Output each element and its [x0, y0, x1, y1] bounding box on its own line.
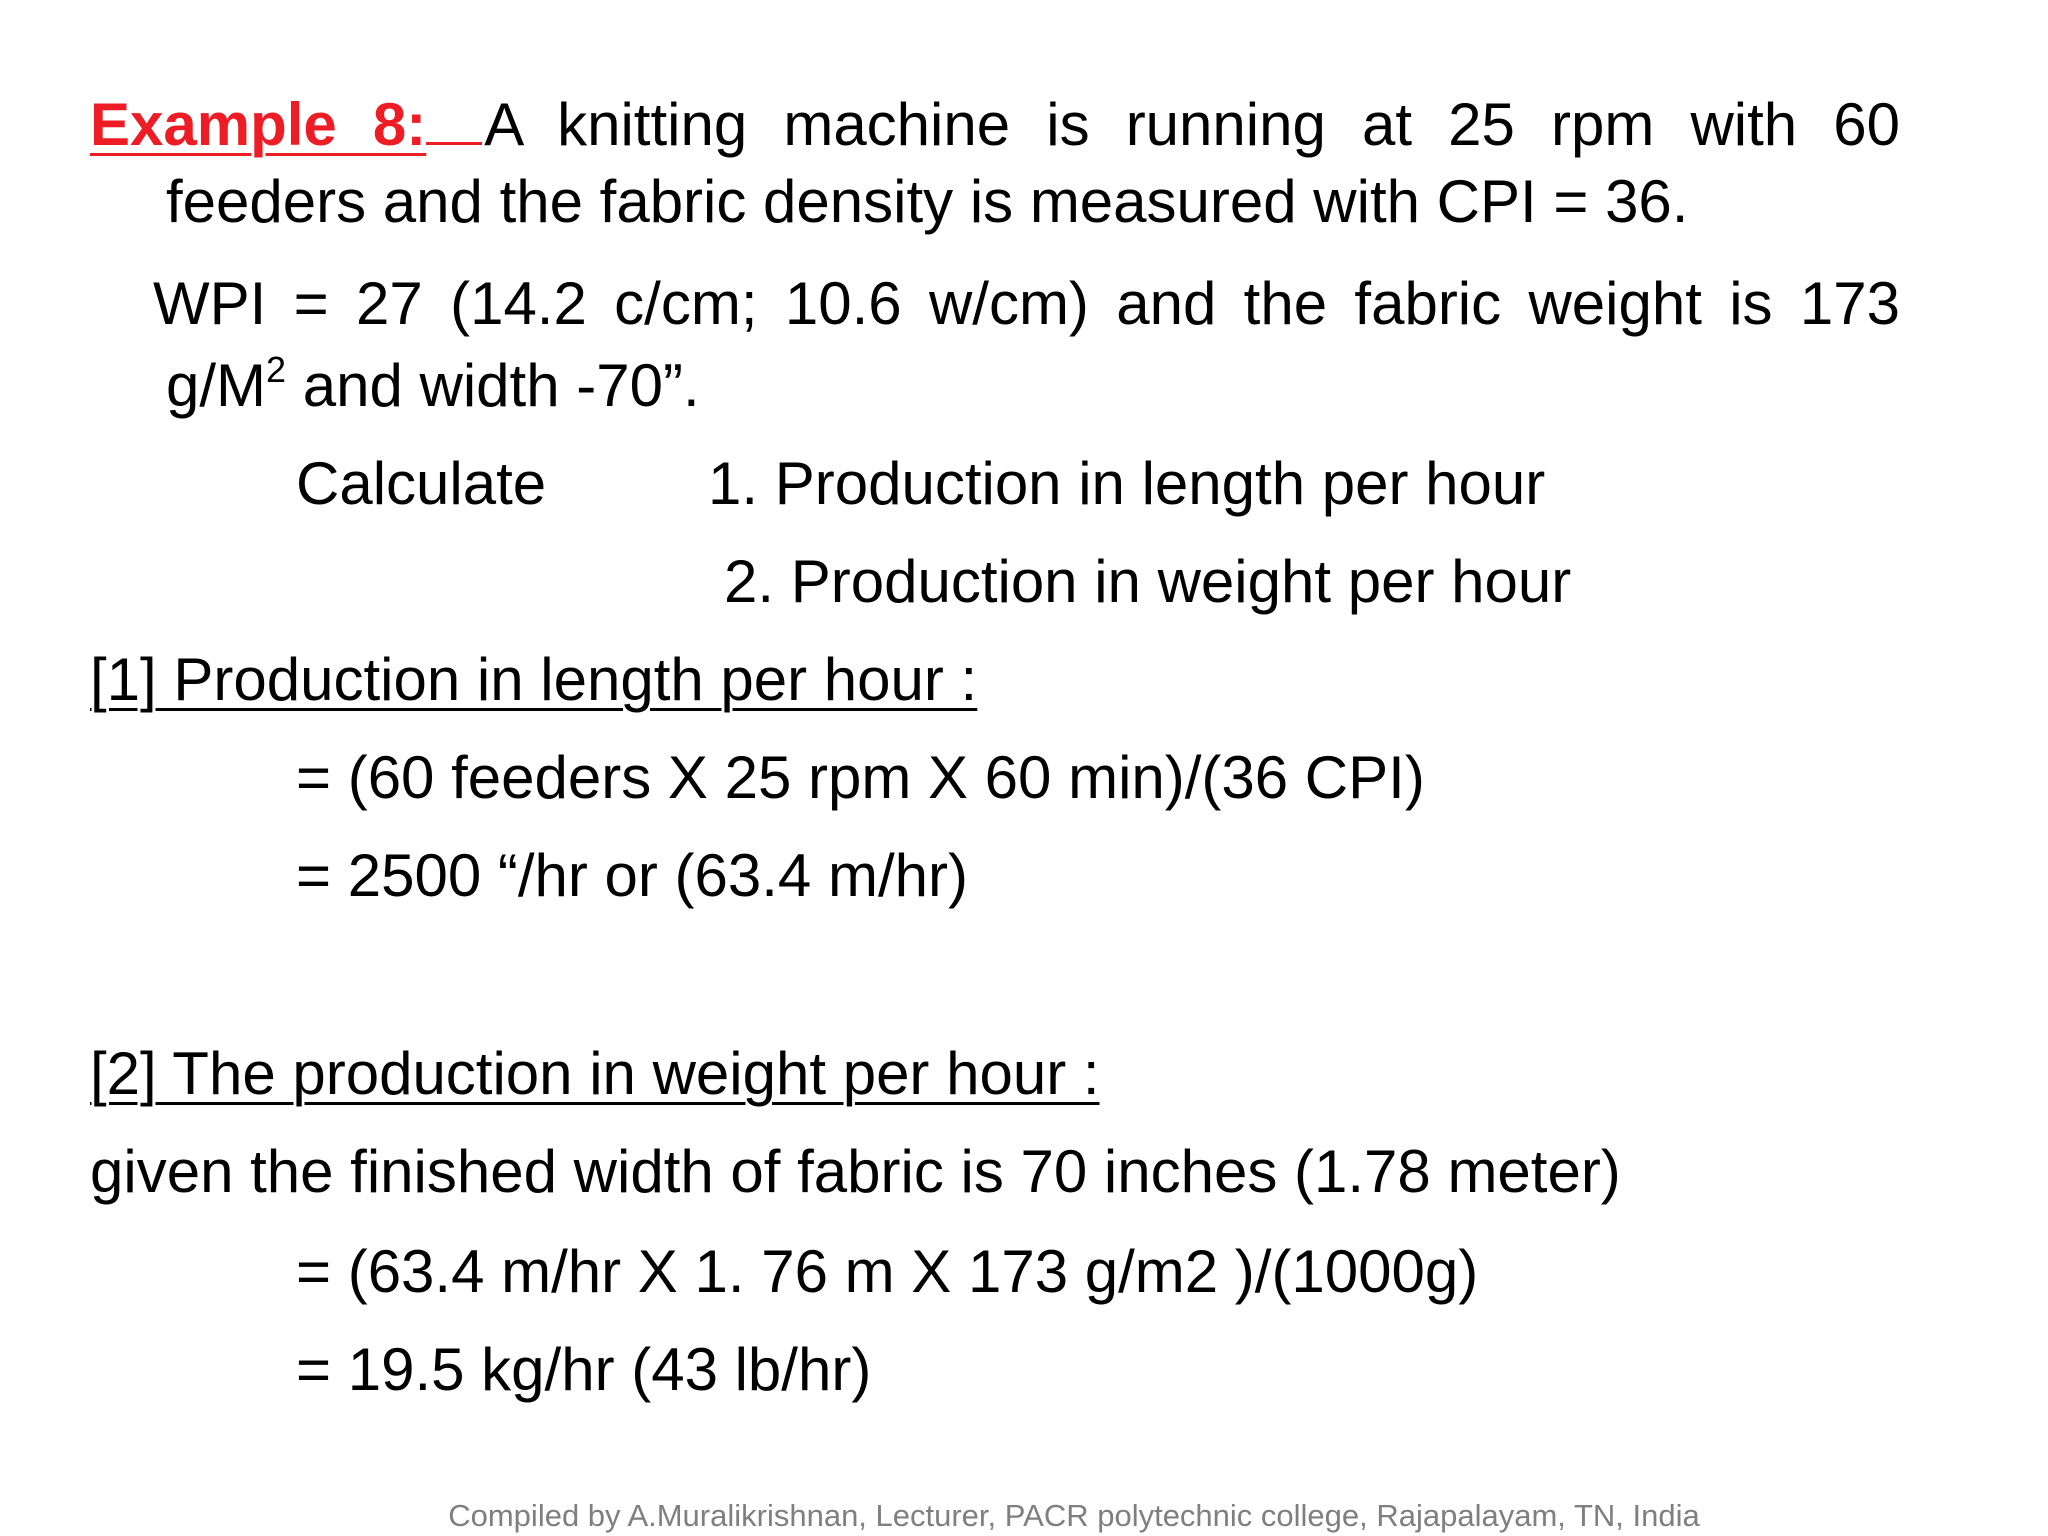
- part2-heading: [2] The production in weight per hour :: [90, 1040, 1100, 1107]
- footer-credit: Compiled by A.Muralikrishnan, Lecturer, PACR polytechnic college, Rajapalayam, TN, India: [448, 1498, 1700, 1533]
- task-item-1: 1. Production in length per hour: [708, 450, 1546, 517]
- problem-line-3: WPI = 27 (14.2 c/cm; 10.6 w/cm) and the fabric weight is 173: [153, 270, 1900, 337]
- part2-formula: = (63.4 m/hr X 1. 76 m X 173 g/m2 )/(1000g): [296, 1238, 1479, 1305]
- problem-line-1: [90, 86, 1900, 161]
- problem-line-2: feeders and the fabric density is measured with CPI = 36.: [166, 168, 1689, 235]
- part2-given: given the finished width of fabric is 70 inches (1.78 meter): [90, 1138, 1621, 1205]
- problem-text-1: A knitting machine is running at 25 rpm with 60: [484, 91, 1900, 158]
- calculate-label: Calculate: [296, 450, 547, 517]
- task-item-2: 2. Production in weight per hour: [724, 548, 1572, 615]
- problem-line-4: [166, 350, 700, 422]
- part2-result: = 19.5 kg/hr (43 lb/hr): [296, 1336, 872, 1403]
- unit-superscript: 2: [266, 349, 287, 390]
- part1-result: = 2500 “/hr or (63.4 m/hr): [296, 842, 968, 909]
- example-label: Example 8:: [90, 91, 427, 158]
- part1-formula: = (60 feeders X 25 rpm X 60 min)/(36 CPI): [296, 744, 1425, 811]
- part1-heading: [1] Production in length per hour :: [90, 646, 978, 713]
- width-text: and width -70”.: [286, 352, 700, 419]
- label-underline-extension: [426, 86, 482, 145]
- unit-text: g/M: [166, 352, 267, 419]
